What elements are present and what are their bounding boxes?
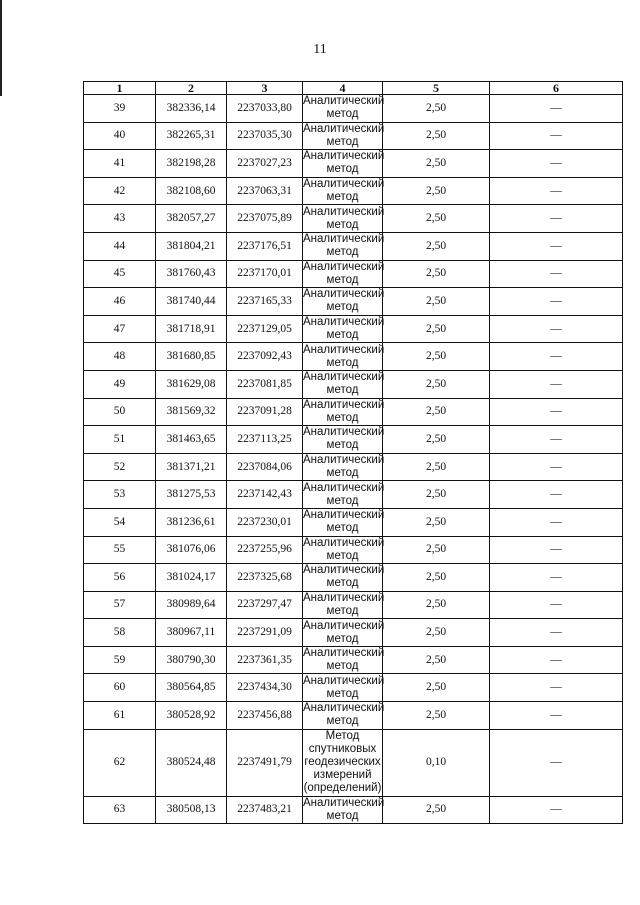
cell-note: — [490,702,623,730]
cell-point-number: 55 [84,536,156,564]
table-row [84,150,623,178]
cell-coordinate-x: 381718,91 [156,315,227,343]
cell-coordinate-y: 2237063,31 [227,177,303,205]
table-row [84,508,623,536]
cell-note: — [490,260,623,288]
cell-coordinate-y: 2237033,80 [227,95,303,123]
cell-precision: 2,50 [383,95,490,123]
cell-coordinate-y: 2237483,21 [227,796,303,824]
cell-method: Аналитический метод [303,481,385,507]
cell-method: Аналитический метод [303,619,385,645]
cell-precision: 0,10 [383,729,490,796]
table-row [84,288,623,316]
header-col-6: 6 [490,82,623,95]
cell-precision: 2,50 [383,564,490,592]
cell-point-number: 51 [84,426,156,454]
table-row [84,674,623,702]
cell-note: — [490,315,623,343]
cell-method: Аналитический метод [303,233,385,259]
cell-note: — [490,453,623,481]
cell-coordinate-y: 2237081,85 [227,370,303,398]
cell-point-number: 42 [84,177,156,205]
cell-coordinate-x: 380790,30 [156,646,227,674]
cell-coordinate-y: 2237142,43 [227,481,303,509]
table-row [84,426,623,454]
table-row [84,453,623,481]
cell-precision: 2,50 [383,674,490,702]
cell-coordinate-y: 2237176,51 [227,232,303,260]
cell-point-number: 62 [84,729,156,796]
cell-precision: 2,50 [383,453,490,481]
cell-coordinate-x: 381569,32 [156,398,227,426]
cell-precision: 2,50 [383,315,490,343]
table-row [84,343,623,371]
cell-coordinate-x: 382198,28 [156,150,227,178]
cell-coordinate-x: 381371,21 [156,453,227,481]
coordinates-table [83,81,623,824]
cell-coordinate-x: 381076,06 [156,536,227,564]
cell-coordinate-y: 2237027,23 [227,150,303,178]
cell-method: Аналитический метод [303,454,385,480]
header-col-3: 3 [227,82,303,95]
cell-point-number: 54 [84,508,156,536]
cell-coordinate-y: 2237035,30 [227,122,303,150]
cell-coordinate-y: 2237325,68 [227,564,303,592]
cell-point-number: 47 [84,315,156,343]
cell-note: — [490,95,623,123]
table-row [84,729,623,796]
cell-coordinate-x: 382336,14 [156,95,227,123]
cell-precision: 2,50 [383,232,490,260]
cell-precision: 2,50 [383,481,490,509]
cell-note: — [490,398,623,426]
cell-point-number: 46 [84,288,156,316]
cell-precision: 2,50 [383,288,490,316]
header-col-2: 2 [156,82,227,95]
cell-precision: 2,50 [383,177,490,205]
cell-method: Аналитический метод [303,288,385,314]
cell-coordinate-y: 2237291,09 [227,619,303,647]
cell-method: Аналитический метод [303,343,385,369]
cell-note: — [490,205,623,233]
cell-point-number: 40 [84,122,156,150]
cell-point-number: 39 [84,95,156,123]
cell-point-number: 61 [84,702,156,730]
cell-precision: 2,50 [383,205,490,233]
cell-precision: 2,50 [383,260,490,288]
cell-coordinate-y: 2237491,79 [227,729,303,796]
cell-note: — [490,536,623,564]
cell-method: Аналитический метод [303,205,385,231]
cell-point-number: 63 [84,796,156,824]
cell-coordinate-y: 2237297,47 [227,591,303,619]
cell-point-number: 49 [84,370,156,398]
table-row [84,564,623,592]
cell-coordinate-x: 381024,17 [156,564,227,592]
cell-coordinate-x: 380967,11 [156,619,227,647]
cell-coordinate-x: 382108,60 [156,177,227,205]
cell-precision: 2,50 [383,702,490,730]
cell-method: Аналитический метод [303,509,385,535]
cell-point-number: 48 [84,343,156,371]
cell-note: — [490,343,623,371]
table-row [84,536,623,564]
cell-coordinate-x: 381740,44 [156,288,227,316]
cell-coordinate-y: 2237091,28 [227,398,303,426]
cell-coordinate-x: 381629,08 [156,370,227,398]
table-row [84,232,623,260]
table-row [84,796,623,824]
cell-coordinate-y: 2237165,33 [227,288,303,316]
cell-coordinate-y: 2237170,01 [227,260,303,288]
cell-point-number: 45 [84,260,156,288]
cell-coordinate-x: 382057,27 [156,205,227,233]
cell-method: Аналитический метод [303,316,385,342]
cell-precision: 2,50 [383,150,490,178]
cell-method: Аналитический метод [303,178,385,204]
cell-method: Аналитический метод [303,674,385,700]
cell-precision: 2,50 [383,398,490,426]
cell-coordinate-y: 2237434,30 [227,674,303,702]
cell-method: Аналитический метод [303,591,385,617]
table-row [84,260,623,288]
cell-coordinate-x: 381463,65 [156,426,227,454]
cell-note: — [490,508,623,536]
cell-coordinate-y: 2237255,96 [227,536,303,564]
table-row [84,177,623,205]
cell-coordinate-x: 380528,92 [156,702,227,730]
cell-precision: 2,50 [383,370,490,398]
cell-method: Аналитический метод [303,398,385,424]
table-row [84,370,623,398]
cell-coordinate-x: 381804,21 [156,232,227,260]
cell-note: — [490,122,623,150]
cell-note: — [490,619,623,647]
cell-method: Аналитический метод [303,536,385,562]
table-row [84,591,623,619]
cell-point-number: 52 [84,453,156,481]
cell-coordinate-y: 2237092,43 [227,343,303,371]
cell-precision: 2,50 [383,796,490,824]
cell-coordinate-y: 2237230,01 [227,508,303,536]
cell-coordinate-x: 381275,53 [156,481,227,509]
header-col-1: 1 [84,82,156,95]
cell-point-number: 56 [84,564,156,592]
table-row [84,205,623,233]
table-row [84,702,623,730]
cell-point-number: 57 [84,591,156,619]
cell-note: — [490,674,623,702]
cell-coordinate-x: 380524,48 [156,729,227,796]
cell-note: — [490,150,623,178]
table-row [84,398,623,426]
cell-precision: 2,50 [383,343,490,371]
cell-method: Аналитический метод [303,647,385,673]
cell-precision: 2,50 [383,591,490,619]
cell-precision: 2,50 [383,508,490,536]
cell-point-number: 60 [84,674,156,702]
cell-method: Аналитический метод [303,426,385,452]
cell-note: — [490,177,623,205]
cell-note: — [490,232,623,260]
cell-note: — [490,729,623,796]
cell-note: — [490,426,623,454]
cell-coordinate-x: 381680,85 [156,343,227,371]
page-number: 11 [313,42,327,57]
cell-coordinate-x: 380989,64 [156,591,227,619]
cell-method: Аналитический метод [303,260,385,286]
cell-method: Аналитический метод [303,702,385,728]
cell-note: — [490,796,623,824]
cell-point-number: 59 [84,646,156,674]
table-row [84,619,623,647]
cell-precision: 2,50 [383,122,490,150]
cell-point-number: 53 [84,481,156,509]
cell-note: — [490,564,623,592]
cell-method: Аналитический метод [303,95,385,121]
cell-coordinate-y: 2237129,05 [227,315,303,343]
cell-coordinate-x: 382265,31 [156,122,227,150]
table-header-row [84,82,623,95]
table-row [84,646,623,674]
table-row [84,315,623,343]
cell-point-number: 50 [84,398,156,426]
cell-point-number: 41 [84,150,156,178]
cell-note: — [490,591,623,619]
cell-coordinate-x: 380564,85 [156,674,227,702]
cell-method: Аналитический метод [303,122,385,148]
cell-precision: 2,50 [383,646,490,674]
cell-point-number: 43 [84,205,156,233]
cell-coordinate-y: 2237361,35 [227,646,303,674]
cell-coordinate-x: 381760,43 [156,260,227,288]
cell-point-number: 44 [84,232,156,260]
cell-coordinate-y: 2237084,06 [227,453,303,481]
cell-method: Аналитический метод [303,564,385,590]
cell-precision: 2,50 [383,426,490,454]
cell-note: — [490,288,623,316]
cell-method: Аналитический метод [303,796,385,822]
cell-coordinate-y: 2237075,89 [227,205,303,233]
cell-note: — [490,370,623,398]
header-col-5: 5 [383,82,490,95]
table-body [84,95,623,824]
cell-precision: 2,50 [383,619,490,647]
header-col-4: 4 [303,82,383,95]
cell-coordinate-x: 381236,61 [156,508,227,536]
cell-coordinate-x: 380508,13 [156,796,227,824]
table-row [84,95,623,123]
cell-method: Аналитический метод [303,371,385,397]
cell-method: Аналитический метод [303,150,385,176]
cell-note: — [490,481,623,509]
table-row [84,122,623,150]
cell-method: Метод спутниковых геодезических измерений (определений) [303,730,382,795]
cell-note: — [490,646,623,674]
cell-point-number: 58 [84,619,156,647]
cell-coordinate-y: 2237456,88 [227,702,303,730]
cell-coordinate-y: 2237113,25 [227,426,303,454]
table-row [84,481,623,509]
cell-precision: 2,50 [383,536,490,564]
